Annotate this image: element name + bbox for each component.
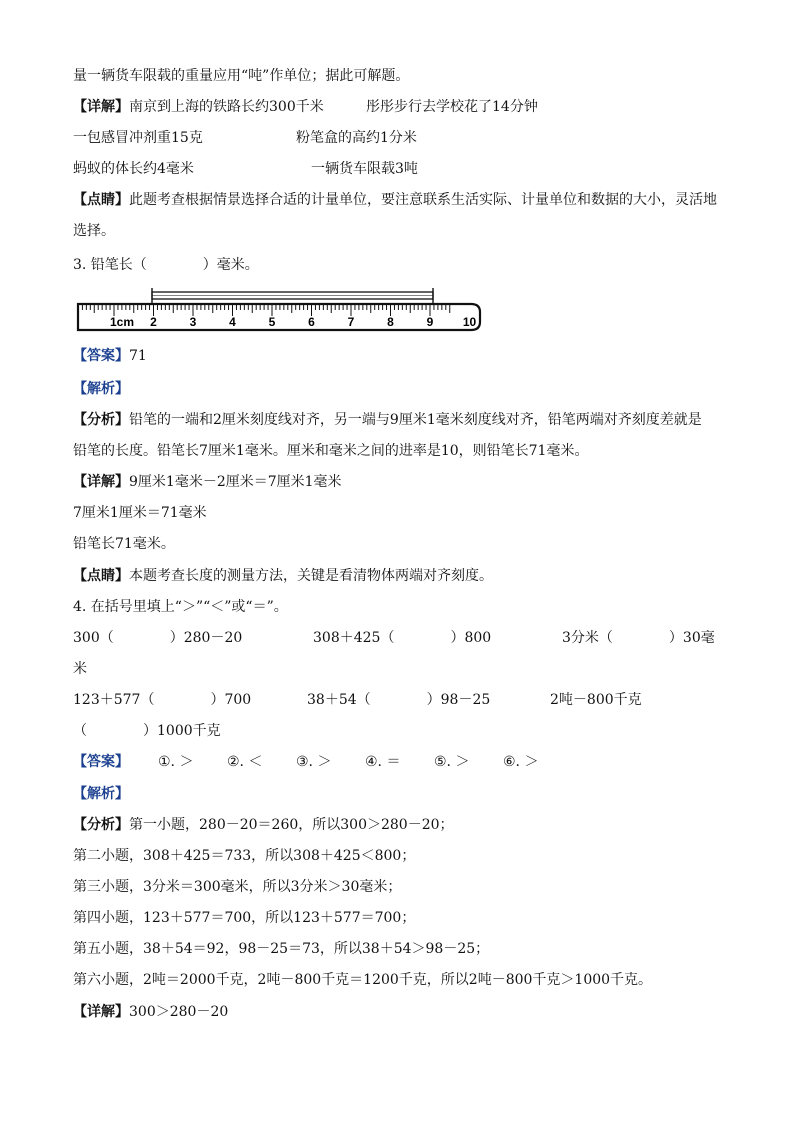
text-segment: 彤彤步行去学校花了14分钟 <box>366 99 538 115</box>
ruler-label: 3 <box>189 315 197 329</box>
ruler-label: 10 <box>462 315 477 329</box>
answer-item: ⑥. ＞ <box>503 754 539 770</box>
detail-line <box>73 97 324 117</box>
answer-item: ④. ＝ <box>365 754 401 770</box>
detail-tag: 【详解】 <box>73 99 129 115</box>
ruler-label: 8 <box>387 315 394 329</box>
text-line: 第四小题，123＋577＝700，所以123＋577＝700； <box>73 910 416 926</box>
question-4: 4. 在括号里填上“＞”“＜”或“＝”。 <box>73 599 288 615</box>
question-3: 3. 铅笔长（ ）毫米。 <box>73 257 259 273</box>
analysis-sub-tag: 【分析】 <box>73 817 129 833</box>
text-segment: 9厘米1毫米－2厘米＝7厘米1毫米 <box>129 474 342 490</box>
comparison-item: 2吨－800千克 <box>550 692 642 708</box>
ruler-label: 5 <box>268 315 276 329</box>
analysis-sub-tag: 【分析】 <box>73 412 129 428</box>
comparison-item-wrap: 米 <box>73 661 87 677</box>
text-line: 7厘米1厘米＝71毫米 <box>73 505 207 521</box>
detail-tag: 【详解】 <box>73 474 129 490</box>
answer-tag: 【答案】 <box>73 348 129 364</box>
text-segment: 300＞280－20 <box>129 1004 229 1020</box>
comparison-item: 308＋425（ ）800 <box>313 630 492 646</box>
ruler-label: 7 <box>347 315 355 329</box>
analysis-heading <box>73 784 129 804</box>
answer-tag-line <box>73 752 129 772</box>
analysis-tag: 【解析】 <box>73 381 129 397</box>
analysis-line <box>73 815 454 835</box>
text-segment: 粉笔盒的高约1分米 <box>296 130 417 146</box>
text-segment: 本题考查长度的测量方法，关键是看清物体两端对齐刻度。 <box>129 568 493 584</box>
text-line: 第五小题，38＋54＝92，98－25＝73，所以38＋54＞98－25； <box>73 941 490 957</box>
detail-line <box>73 472 342 492</box>
ruler-unit-label: 1cm <box>110 315 135 329</box>
remark-tag: 【点睛】 <box>73 568 129 584</box>
analysis-line <box>73 410 702 430</box>
text-line: 选择。 <box>73 223 115 239</box>
text-segment: 铅笔的一端和2厘米刻度线对齐，另一端与9厘米1毫米刻度线对齐，铅笔两端对齐刻度差就是 <box>129 412 702 428</box>
detail-tag: 【详解】 <box>73 1004 129 1020</box>
analysis-tag: 【解析】 <box>73 786 129 802</box>
answer-tag: 【答案】 <box>73 754 129 770</box>
comparison-item: 123＋577（ ）700 <box>73 692 252 708</box>
ruler-label: 4 <box>229 315 236 329</box>
comparison-item: 38＋54（ ）98－25 <box>307 692 491 708</box>
answer-item: ①. ＞ <box>158 754 194 770</box>
text-line: 第六小题，2吨＝2000千克，2吨－800千克＝1200千克，所以2吨－800千克＞1000千克。 <box>73 972 653 988</box>
detail-line <box>73 1002 228 1022</box>
text-segment: 第一小题，280－20＝260，所以300＞280－20； <box>129 817 454 833</box>
text-segment: 一包感冒冲剂重15克 <box>73 130 203 146</box>
text-line: 量一辆货车限载的重量应用“吨”作单位；据此可解题。 <box>73 68 410 84</box>
answer-item: ⑤. ＞ <box>434 754 470 770</box>
answer-item: ③. ＞ <box>296 754 332 770</box>
text-segment: 南京到上海的铁路长约300千米 <box>129 99 324 115</box>
ruler-label: 2 <box>150 315 157 329</box>
ruler-label: 6 <box>308 315 315 329</box>
ruler-label: 9 <box>426 315 434 329</box>
answer-line <box>73 346 147 366</box>
text-segment: 一辆货车限载3吨 <box>311 161 418 177</box>
text-line: 铅笔长71毫米。 <box>73 536 175 552</box>
text-segment: 蚂蚁的体长约4毫米 <box>73 161 194 177</box>
remark-line <box>73 190 717 210</box>
answer-value: 71 <box>129 348 147 364</box>
text-line: 铅笔的长度。铅笔长7厘米1毫米。厘米和毫米之间的进率是10，则铅笔长71毫米。 <box>73 443 589 459</box>
text-line: 第二小题，308＋425＝733，所以308＋425＜800； <box>73 848 416 864</box>
comparison-item: 300（ ）280－20 <box>73 630 243 646</box>
analysis-heading <box>73 379 129 399</box>
text-segment: 此题考查根据情景选择合适的计量单位，要注意联系生活实际、计量单位和数据的大小，灵活地 <box>129 192 717 208</box>
answer-item: ②. ＜ <box>227 754 263 770</box>
text-line: 第三小题，3分米＝300毫米，所以3分米＞30毫米； <box>73 879 402 895</box>
remark-tag: 【点睛】 <box>73 192 129 208</box>
comparison-item: 3分米（ ）30毫 <box>562 630 715 646</box>
ruler-with-pencil-figure <box>76 284 486 334</box>
remark-line <box>73 566 493 586</box>
comparison-item-wrap: （ ）1000千克 <box>73 723 221 739</box>
